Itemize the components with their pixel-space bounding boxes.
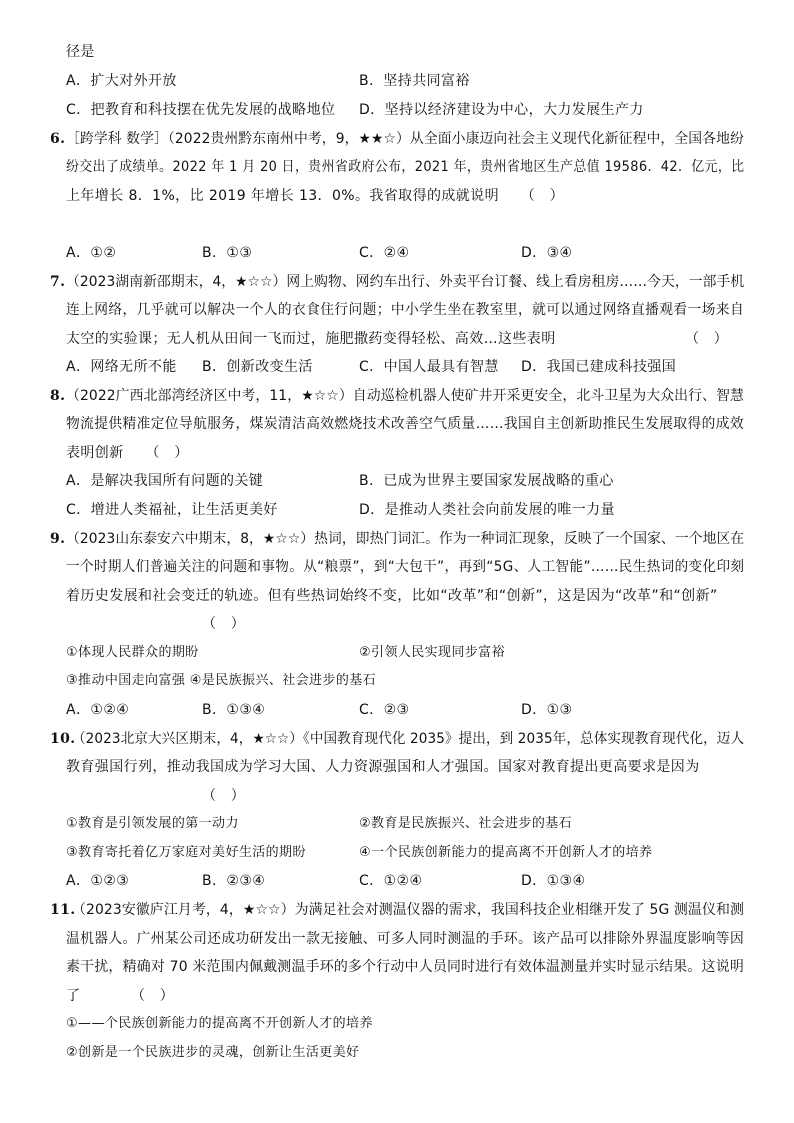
q8-option-a[interactable]: A．是解决我国所有问题的关键 <box>66 473 264 489</box>
q8-option-d[interactable]: D．是推动人类社会向前发展的唯一力量 <box>359 502 615 518</box>
q10-statement-1: ①教育是引领发展的第一动力 <box>66 816 239 831</box>
q7-stem-line-1: （2023湖南新邵期末，4，★☆☆）网上购物、网约车出行、外卖平台订餐、线上看房租房……今天，一部手机 <box>66 274 745 290</box>
q6-stem-line-3: 上年增长 8．1%，比 2019 年增长 13．0%。我省取得的成就说明 （ ） <box>66 188 564 204</box>
q9-option-c[interactable]: C．②③ <box>359 702 410 718</box>
q10-option-c[interactable]: C．①②④ <box>359 873 423 889</box>
q10-statement-2: ②教育是民族振兴、社会进步的基石 <box>359 816 573 831</box>
q8-option-c[interactable]: C．增进人类福祉，让生活更美好 <box>66 502 278 518</box>
q10-number: 10. <box>50 731 76 747</box>
q9-option-a[interactable]: A．①②④ <box>66 702 130 718</box>
q7-option-b[interactable]: B．创新改变生活 <box>202 359 313 375</box>
q9-stem-line-1: （2023山东泰安六中期末，8，★☆☆）热词，即热门词汇。作为一种词汇现象，反映了一个国家、一个地区在 <box>66 531 745 547</box>
q10-option-b[interactable]: B．②③④ <box>202 873 266 889</box>
q9-answer-bracket: （ ） <box>202 616 246 632</box>
q5-option-b[interactable]: B．坚持共同富裕 <box>359 73 470 89</box>
q5-option-a[interactable]: A．扩大对外开放 <box>66 73 177 89</box>
q5-stem-tail: 径是 <box>66 44 95 60</box>
q7-answer-bracket: （ ） <box>685 331 729 347</box>
q7-option-d[interactable]: D．我国已建成科技强国 <box>521 359 677 375</box>
q7-option-a[interactable]: A．网络无所不能 <box>66 359 177 375</box>
q8-stem-line-2: 物流提供精准定位导航服务，煤炭清洁高效燃烧技术改善空气质量……我国自主创新助推民生发展取得的成效 <box>66 416 745 432</box>
q9-option-d[interactable]: D．①③ <box>521 702 573 718</box>
q11-stem-line-3: 素干扰，精确对 70 米范围内佩戴测温手环的多个行动中人员同时进行有效体温测量并实时显示结果。这说明 <box>66 959 744 975</box>
q9-number: 9. <box>50 531 66 547</box>
q9-stem-line-2: 一个时期人们普遍关注的问题和事物。从“粮票”，到“大包干”，再到“5G、人工智能”……民生热词的变化印刻 <box>66 559 745 575</box>
q9-statement-2: ②引领人民实现同步富裕 <box>359 645 506 660</box>
q9-statement-1: ①体现人民群众的期盼 <box>66 645 199 660</box>
q9-stem-line-3: 着历史发展和社会变迁的轨迹。但有些热词始终不变，比如“改革”和“创新”，这是因为“改革”和“创新” <box>66 588 718 604</box>
q11-stem-line-4: 了 （ ） <box>66 988 175 1004</box>
q6-option-a[interactable]: A．①② <box>66 245 117 261</box>
q8-option-b[interactable]: B．已成为世界主要国家发展战略的重心 <box>359 473 614 489</box>
q10-statement-4: ④一个民族创新能力的提高离不开创新人才的培养 <box>359 845 653 860</box>
q11-statement-1: ①——个民族创新能力的提高离不开创新人才的培养 <box>66 1016 373 1031</box>
q6-number: 6. <box>50 131 66 147</box>
q8-number: 8. <box>50 388 66 404</box>
q10-stem-line-1: （2023北京大兴区期末，4，★☆☆）《中国教育现代化 2035》提出，到 2035年，总体实现教育现代化，迈人 <box>72 731 745 747</box>
q11-stem-line-2: 温机器人。广州某公司还成功研发出一款无接触、可多人同时测温的手环。该产品可以排除外界温度影响等因 <box>66 931 745 947</box>
q6-stem-line-1: ［跨学科 数学］（2022贵州黔东南州中考，9，★★☆）从全面小康迈向社会主义现代化新征程中，全国各地纷 <box>66 131 744 147</box>
q9-statement-3-4: ③推动中国走向富强 ④是民族振兴、社会进步的基石 <box>66 673 377 688</box>
q5-option-c[interactable]: C．把教育和科技摆在优先发展的战略地位 <box>66 102 336 118</box>
q11-statement-2: ②创新是一个民族进步的灵魂，创新让生活更美好 <box>66 1045 360 1060</box>
q7-stem-line-3: 太空的实验课；无人机从田间一飞而过，施肥撒药变得轻松、高效…这些表明 <box>66 331 556 347</box>
q8-stem-line-3: 表明创新 （ ） <box>66 445 189 461</box>
q10-option-d[interactable]: D．①③④ <box>521 873 586 889</box>
q7-number: 7. <box>50 274 66 290</box>
q6-option-d[interactable]: D．③④ <box>521 245 573 261</box>
q9-option-b[interactable]: B．①③④ <box>202 702 266 718</box>
q10-statement-3: ③教育寄托着亿万家庭对美好生活的期盼 <box>66 845 306 860</box>
q10-answer-bracket: （ ） <box>202 788 246 804</box>
q6-option-b[interactable]: B．①③ <box>202 245 253 261</box>
q5-option-d[interactable]: D．坚持以经济建设为中心，大力发展生产力 <box>359 102 644 118</box>
q7-stem-line-2: 连上网络，几乎就可以解决一个人的衣食住行问题；中小学生坐在教室里，就可以通过网络直播观看一场来自 <box>66 302 745 318</box>
q10-option-a[interactable]: A．①②③ <box>66 873 130 889</box>
q11-number: 11. <box>50 902 76 918</box>
q6-stem-line-2: 纷交出了成绩单。2022 年 1 月 20 日，贵州省政府公布，2021 年，贵州省地区生产总值 19586．42．亿元，比 <box>66 159 745 175</box>
q11-stem-line-1: （2023安徽庐江月考，4，★☆☆）为满足社会对测温仪器的需求，我国科技企业相继开发了 5G 测温仪和测 <box>72 902 744 918</box>
q6-option-c[interactable]: C．②④ <box>359 245 410 261</box>
q8-stem-line-1: （2022广西北部湾经济区中考，11，★☆☆）自动巡检机器人使矿井开采更安全，北斗卫星为大众出行、智慧 <box>66 388 745 404</box>
q7-option-c[interactable]: C．中国人最具有智慧 <box>359 359 499 375</box>
q10-stem-line-2: 教育强国行列，推动我国成为学习大国、人力资源强国和人才强国。国家对教育提出更高要求是因为 <box>66 759 700 775</box>
